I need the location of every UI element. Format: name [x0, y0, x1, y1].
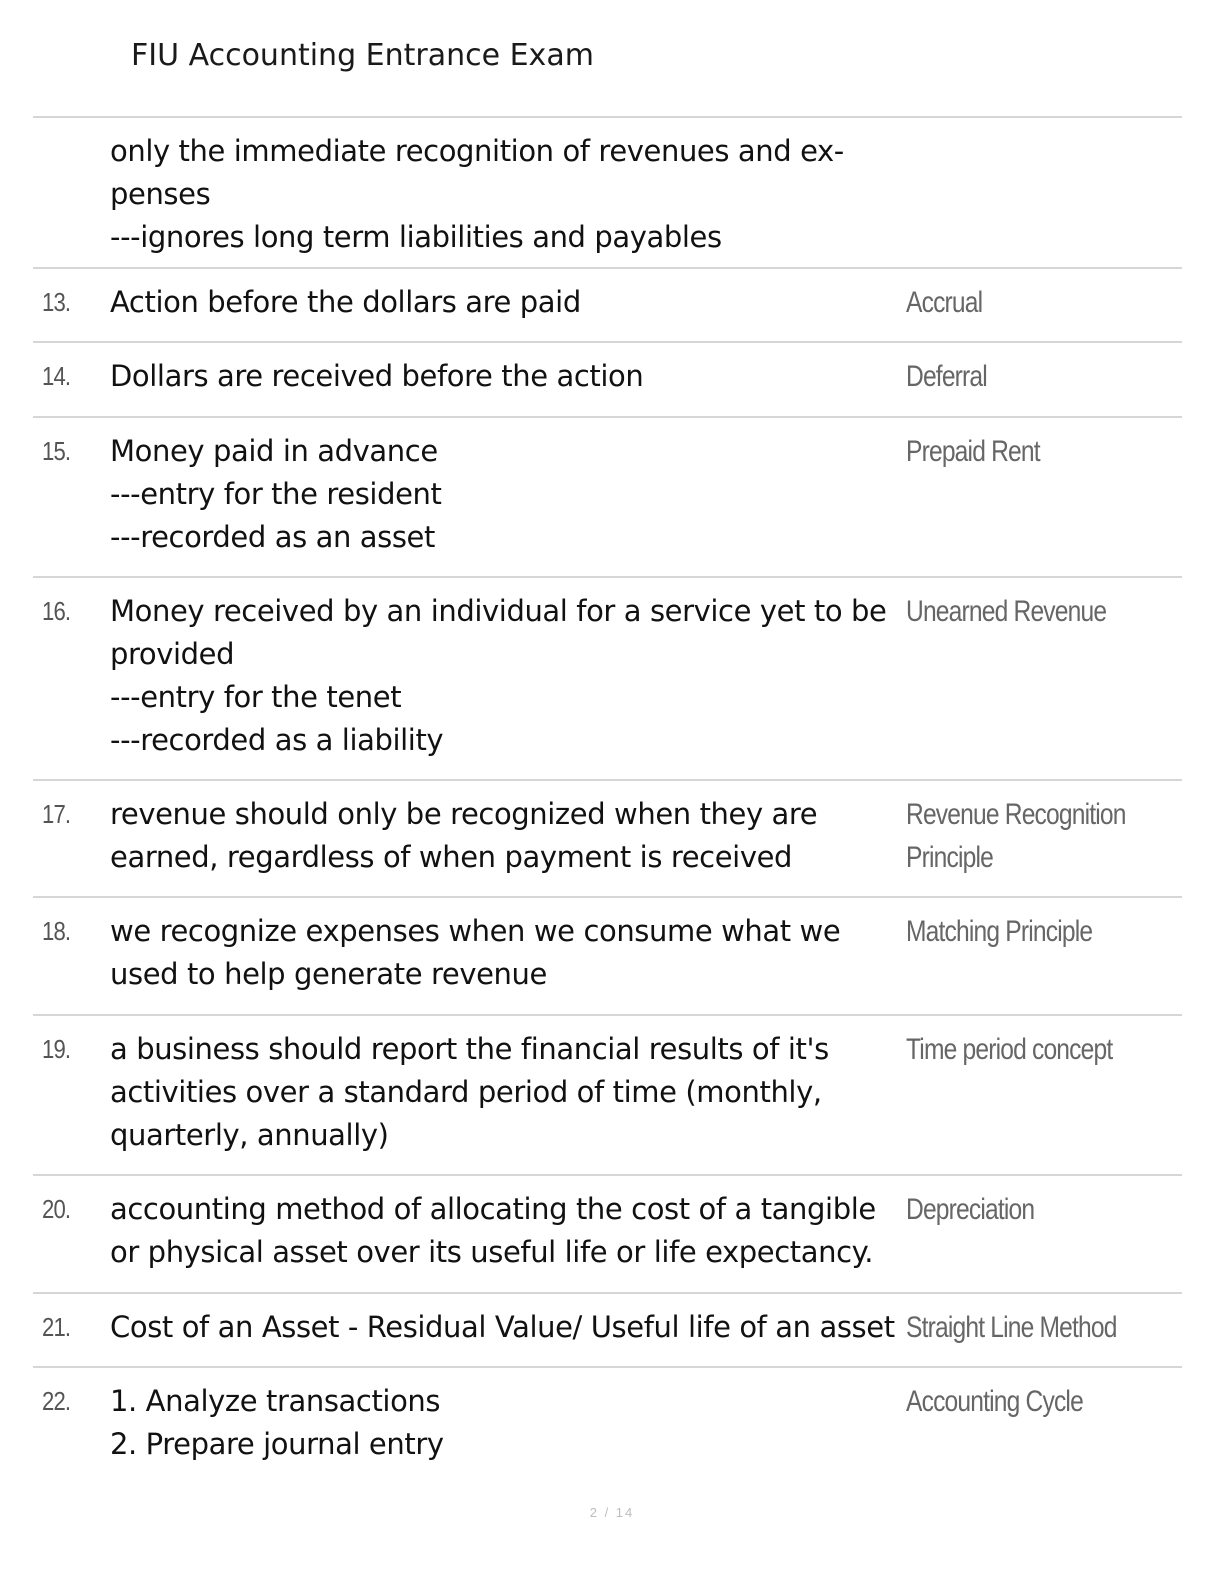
flashcard-row [33, 341, 1182, 416]
answer-line: Matching Principle [906, 915, 1093, 948]
question-line: ---entry for the resident [110, 477, 442, 511]
question-line: Cost of an Asset - Residual Value/ Useful life of an asset [110, 1310, 895, 1344]
answer-text [906, 281, 1181, 324]
answer-text [906, 1306, 1181, 1349]
question-text [110, 590, 905, 762]
answer-text [906, 910, 1181, 953]
question-line: provided [110, 637, 235, 671]
question-text [110, 281, 905, 324]
flashcard-row [33, 1292, 1182, 1366]
question-line: Money received by an individual for a service yet to be [110, 594, 887, 628]
row-number: 19. [42, 1034, 71, 1064]
flashcard-list [33, 116, 1182, 1526]
answer-line: Accrual [906, 286, 983, 319]
answer-line: Unearned Revenue [906, 595, 1107, 628]
answer-text [906, 1380, 1181, 1423]
page-number: 2 / 14 [589, 1505, 635, 1520]
question-line: earned, regardless of when payment is received [110, 840, 793, 874]
flashcard-row [33, 116, 1182, 267]
question-line: Money paid in advance [110, 434, 438, 468]
question-text [110, 430, 905, 559]
answer-line: Straight Line Method [906, 1311, 1117, 1344]
question-line: only the immediate recognition of revenues and ex- [110, 134, 844, 168]
question-line: used to help generate revenue [110, 957, 547, 991]
answer-line: Prepaid Rent [906, 435, 1040, 468]
row-number: 17. [42, 799, 71, 829]
answer-text [906, 1188, 1181, 1231]
question-line: 1. Analyze transactions [110, 1384, 441, 1418]
question-text [110, 793, 905, 879]
question-line: ---recorded as a liability [110, 723, 444, 757]
row-number: 16. [42, 596, 71, 626]
row-number: 14. [42, 361, 71, 391]
answer-text [906, 590, 1181, 633]
flashcard-row [33, 896, 1182, 1014]
flashcard-row [33, 1014, 1182, 1174]
row-number: 15. [42, 436, 71, 466]
flashcard-row [33, 416, 1182, 576]
answer-line: Principle [906, 841, 993, 874]
question-line: revenue should only be recognized when they are [110, 797, 818, 831]
question-line: ---ignores long term liabilities and payables [110, 220, 722, 254]
flashcard-row [33, 1174, 1182, 1292]
flashcard-row [33, 576, 1182, 779]
answer-text [906, 355, 1181, 398]
question-line: ---recorded as an asset [110, 520, 435, 554]
question-line: or physical asset over its useful life or life expectancy. [110, 1235, 874, 1269]
question-line: penses [110, 177, 211, 211]
answer-line: Deferral [906, 360, 987, 393]
question-line: a business should report the financial results of it's [110, 1032, 829, 1066]
question-line: we recognize expenses when we consume what we [110, 914, 841, 948]
row-number: 20. [42, 1194, 71, 1224]
answer-line: Revenue Recognition [906, 798, 1126, 831]
flashcard-row [33, 1366, 1182, 1526]
row-number: 13. [42, 287, 71, 317]
question-line: Dollars are received before the action [110, 359, 644, 393]
question-line: accounting method of allocating the cost of a tangible [110, 1192, 876, 1226]
answer-line: Accounting Cycle [906, 1385, 1083, 1418]
question-line: 2. Prepare journal entry [110, 1427, 444, 1461]
question-text [110, 1188, 905, 1274]
row-number: 21. [42, 1312, 71, 1342]
question-line: quarterly, annually) [110, 1118, 389, 1152]
question-text [110, 1380, 905, 1466]
row-number: 18. [42, 916, 71, 946]
answer-text [906, 1028, 1181, 1071]
page-title: FIU Accounting Entrance Exam [131, 38, 594, 73]
question-text [110, 355, 905, 398]
flashcard-row [33, 267, 1182, 341]
question-line: Action before the dollars are paid [110, 285, 581, 319]
question-text [110, 1028, 905, 1157]
question-text [110, 910, 905, 996]
question-line: ---entry for the tenet [110, 680, 402, 714]
answer-text [906, 793, 1181, 879]
question-text [110, 1306, 905, 1349]
answer-line: Time period concept [906, 1033, 1113, 1066]
answer-text [906, 430, 1181, 473]
question-text [110, 130, 905, 259]
row-number: 22. [42, 1386, 71, 1416]
question-line: activities over a standard period of time (monthly, [110, 1075, 822, 1109]
answer-line: Depreciation [906, 1193, 1035, 1226]
flashcard-row [33, 779, 1182, 896]
